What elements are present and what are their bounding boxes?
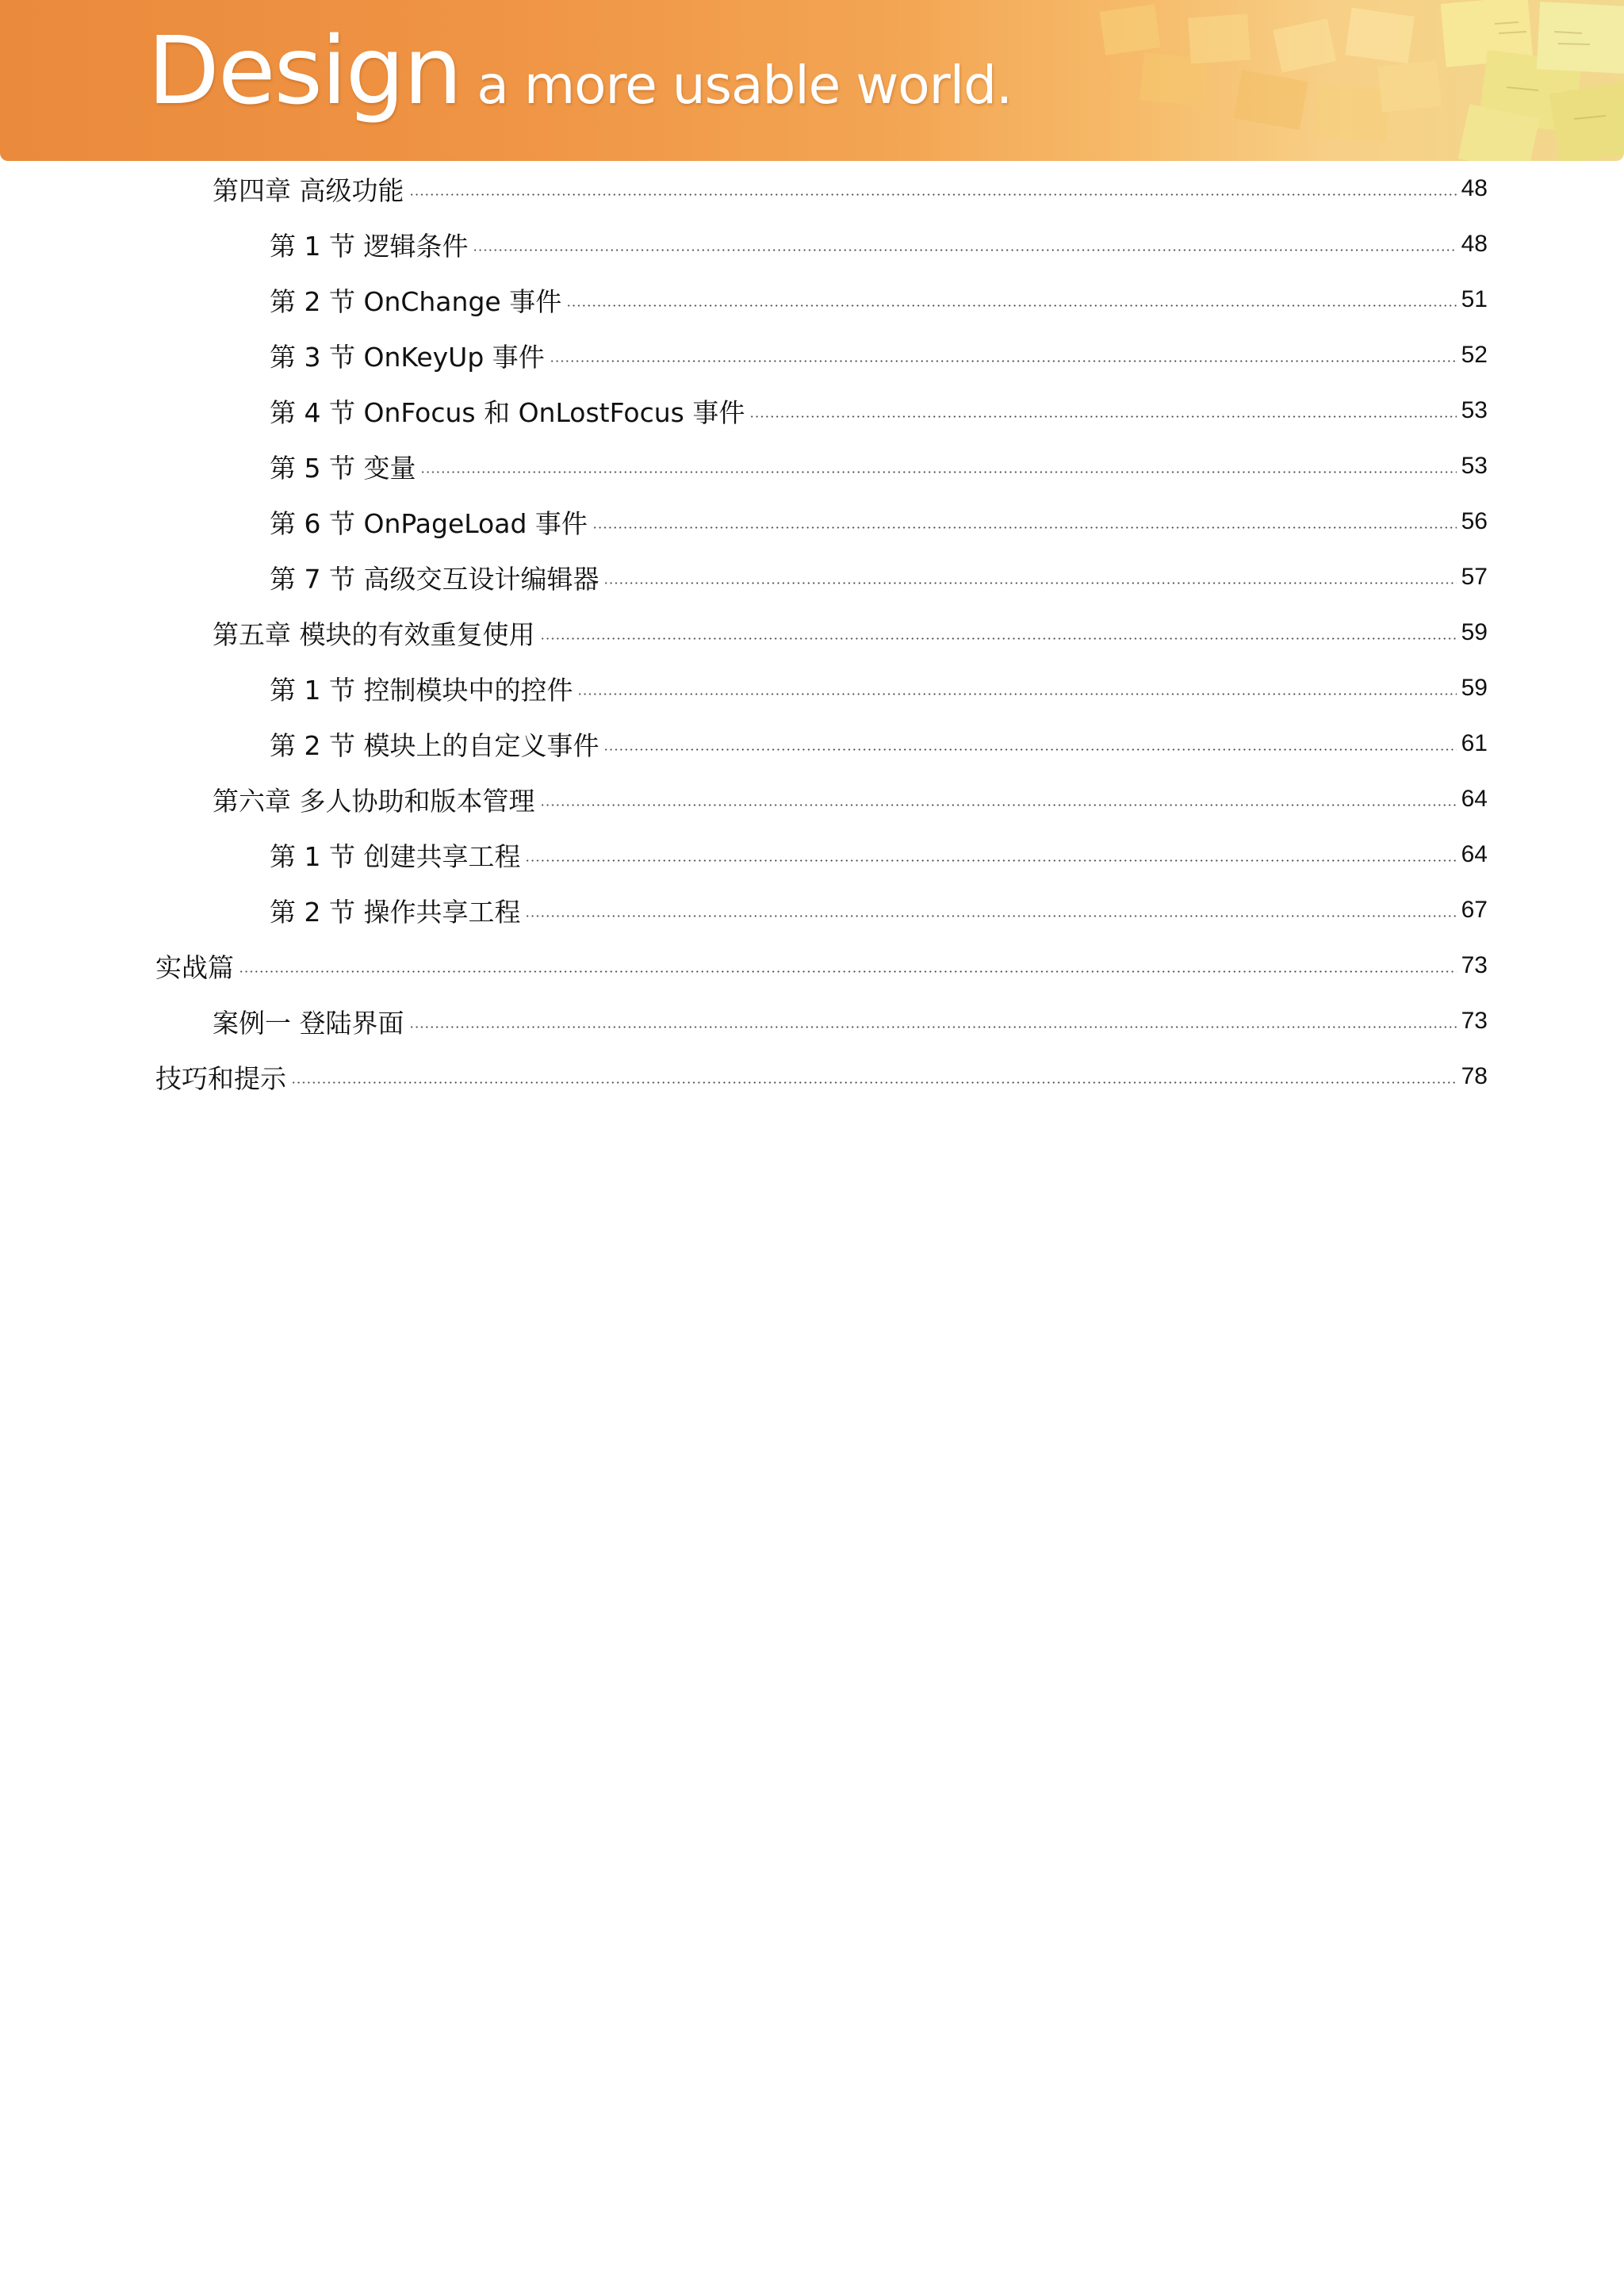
toc-entry-title: 第 3 节 OnKeyUp 事件 (270, 341, 545, 373)
toc-entry[interactable] (270, 383, 1488, 438)
toc-entry-title: 第 4 节 OnFocus 和 OnLostFocus 事件 (270, 396, 745, 428)
toc-dot-leader (525, 915, 1456, 917)
toc-entry[interactable] (270, 494, 1488, 549)
toc-entry-title: 第 1 节 控制模块中的控件 (270, 674, 573, 706)
toc-entry[interactable] (155, 1049, 1488, 1104)
toc-dot-leader (409, 1026, 1457, 1028)
toc-entry-title: 第四章 高级功能 (213, 174, 404, 206)
toc-page-number: 73 (1461, 952, 1488, 978)
toc-page-number: 48 (1461, 175, 1488, 201)
toc-dot-leader (473, 249, 1456, 251)
toc-page-number: 57 (1461, 564, 1488, 590)
toc-entry-title: 技巧和提示 (155, 1062, 286, 1094)
toc-page-number: 59 (1461, 619, 1488, 645)
toc-dot-leader (749, 415, 1456, 418)
toc-entry-title: 案例一 登陆界面 (213, 1007, 404, 1039)
toc-dot-leader (420, 471, 1456, 473)
toc-entry-title: 第 2 节 模块上的自定义事件 (270, 729, 599, 761)
toc-entry-title: 第 6 节 OnPageLoad 事件 (270, 507, 588, 539)
toc-entry-title: 第 7 节 高级交互设计编辑器 (270, 563, 599, 595)
toc-entry[interactable] (270, 549, 1488, 605)
toc-entry[interactable] (270, 327, 1488, 383)
toc-dot-leader (550, 360, 1457, 362)
toc-entry-title: 第 2 节 OnChange 事件 (270, 285, 562, 317)
toc-page-number: 64 (1461, 786, 1488, 812)
toc-dot-leader (540, 804, 1457, 806)
banner-title (147, 16, 1012, 125)
toc-entry-title: 第六章 多人协助和版本管理 (213, 785, 535, 817)
toc-page-number: 48 (1461, 231, 1488, 257)
toc-entry[interactable] (213, 993, 1488, 1049)
toc-entry[interactable] (270, 216, 1488, 272)
toc-page-number: 73 (1461, 1008, 1488, 1034)
toc-dot-leader (603, 748, 1456, 751)
toc-dot-leader (566, 304, 1456, 307)
toc-page-number: 53 (1461, 397, 1488, 423)
toc-entry-title: 第 1 节 创建共享工程 (270, 840, 521, 872)
toc-entry[interactable] (270, 438, 1488, 494)
toc-dot-leader (409, 193, 1457, 196)
toc-page-number: 61 (1461, 730, 1488, 756)
toc-entry[interactable] (213, 161, 1488, 216)
toc-page-number: 53 (1461, 453, 1488, 479)
toc-page-number: 52 (1461, 342, 1488, 368)
toc-page-number: 56 (1461, 508, 1488, 534)
toc-page-number: 67 (1461, 897, 1488, 923)
toc-entry[interactable] (270, 716, 1488, 771)
header-banner (0, 0, 1624, 161)
toc-entry[interactable] (213, 771, 1488, 827)
toc-dot-leader (525, 859, 1456, 862)
toc-page-number: 78 (1461, 1063, 1488, 1089)
toc-entry-title: 第 1 节 逻辑条件 (270, 230, 469, 262)
toc-dot-leader (239, 970, 1457, 973)
toc-entry-title: 第五章 模块的有效重复使用 (213, 618, 535, 650)
toc-page-number: 51 (1461, 286, 1488, 312)
toc-entry[interactable] (270, 827, 1488, 882)
banner-tagline: a more usable world. (477, 55, 1012, 116)
toc-entry[interactable] (270, 660, 1488, 716)
toc-entry[interactable] (270, 272, 1488, 327)
toc-entry[interactable] (155, 938, 1488, 993)
toc-dot-leader (603, 582, 1456, 584)
toc-entry[interactable] (270, 882, 1488, 938)
toc-dot-leader (540, 637, 1457, 640)
toc-dot-leader (291, 1081, 1457, 1084)
toc-entry-title: 第 2 节 操作共享工程 (270, 896, 521, 928)
toc-entry-title: 第 5 节 变量 (270, 452, 416, 484)
toc-entry[interactable] (213, 605, 1488, 660)
toc-page-number: 59 (1461, 675, 1488, 701)
toc-entry-title: 实战篇 (155, 951, 234, 983)
toc-dot-leader (577, 693, 1456, 695)
banner-title-word: Design (147, 16, 462, 125)
toc-dot-leader (592, 526, 1457, 529)
toc-page-number: 64 (1461, 841, 1488, 867)
